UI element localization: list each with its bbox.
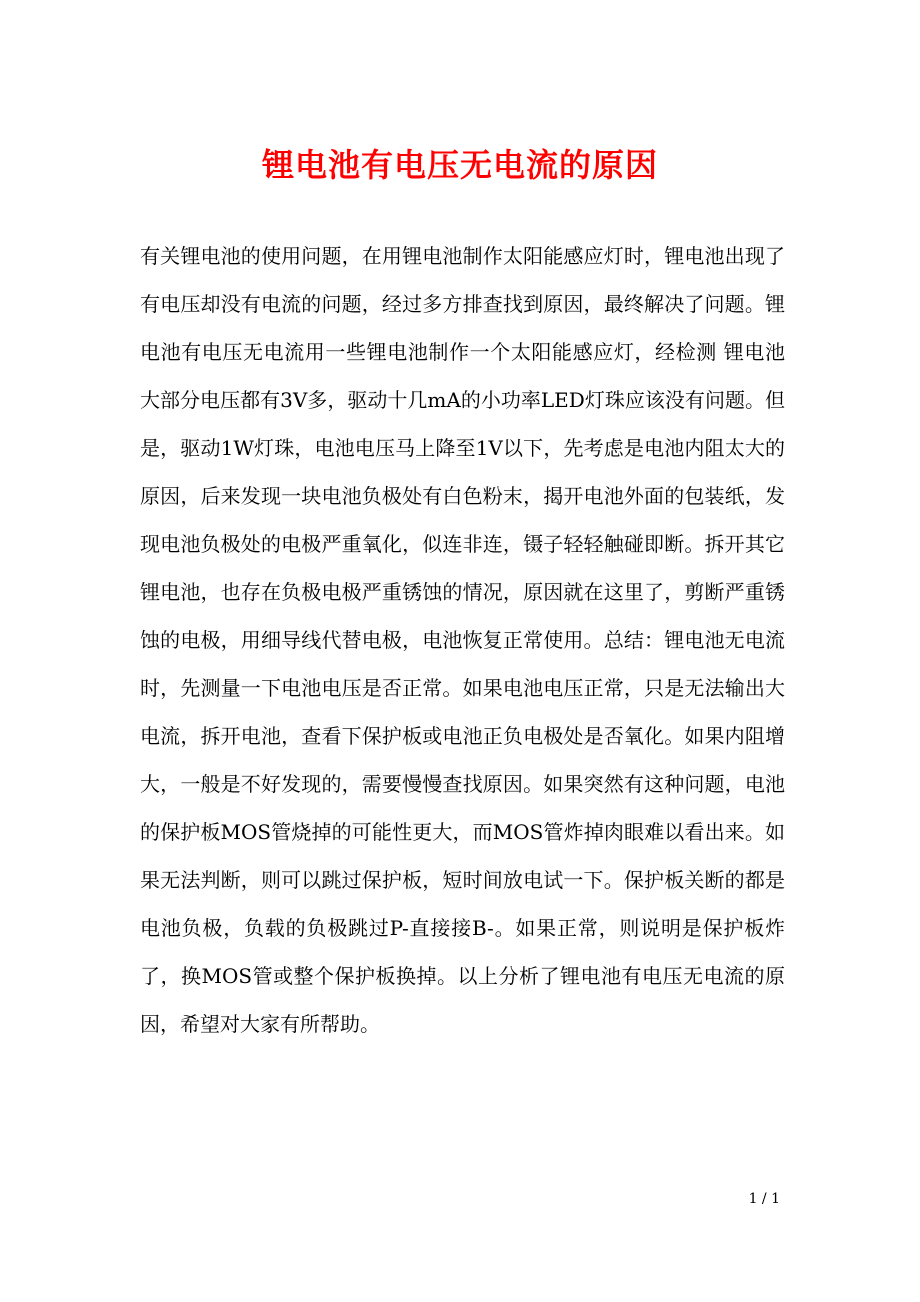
document-body: 有关锂电池的使用问题，在用锂电池制作太阳能感应灯时，锂电池出现了有电压却没有电流的问题，经过多方排查找到原因，最终解决了问题。锂电池有电压无电流用一些锂电池制作一个太阳能感应灯，经检测 锂电池大部分电压都有3V多，驱动十几mA的小功率LED灯珠应该没有问题。但是，驱动1W灯珠，电池电压马上降至1V以下，先考虑是电池内阻太大的原因，后来发现一块电池负极处有白色粉末，揭开电池外面的包装纸，发现电池负极处的电极严重氧化，似连非连，镊子轻轻触碰即断。拆开其它锂电池，也存在负极电极严重锈蚀的情况，原因就在这里了，剪断严重锈蚀的电极，用细导线代替电极，电池恢复正常使用。总结：锂电池无电流时，先测量一下电池电压是否正常。如果电池电压正常，只是无法输出大电流，拆开电池，查看下保护板或电池正负电极处是否氧化。如果内阻增大，一般是不好发现的，需要慢慢查找原因。如果突然有这种问题，电池的保护板MOS管烧掉的可能性更大，而MOS管炸掉肉眼难以看出来。如果无法判断，则可以跳过保护板，短时间放电试一下。保护板关断的都是电池负极，负载的负极跳过P-直接接B-。如果正常，则说明是保护板炸了，换MOS管或整个保护板换掉。以上分析了锂电池有电压无电流的原因，希望对大家有所帮助。 [140, 244, 785, 1036]
document-title: 锂电池有电压无电流的原因 [261, 146, 658, 184]
page-number: 1 / 1 [748, 1191, 780, 1207]
